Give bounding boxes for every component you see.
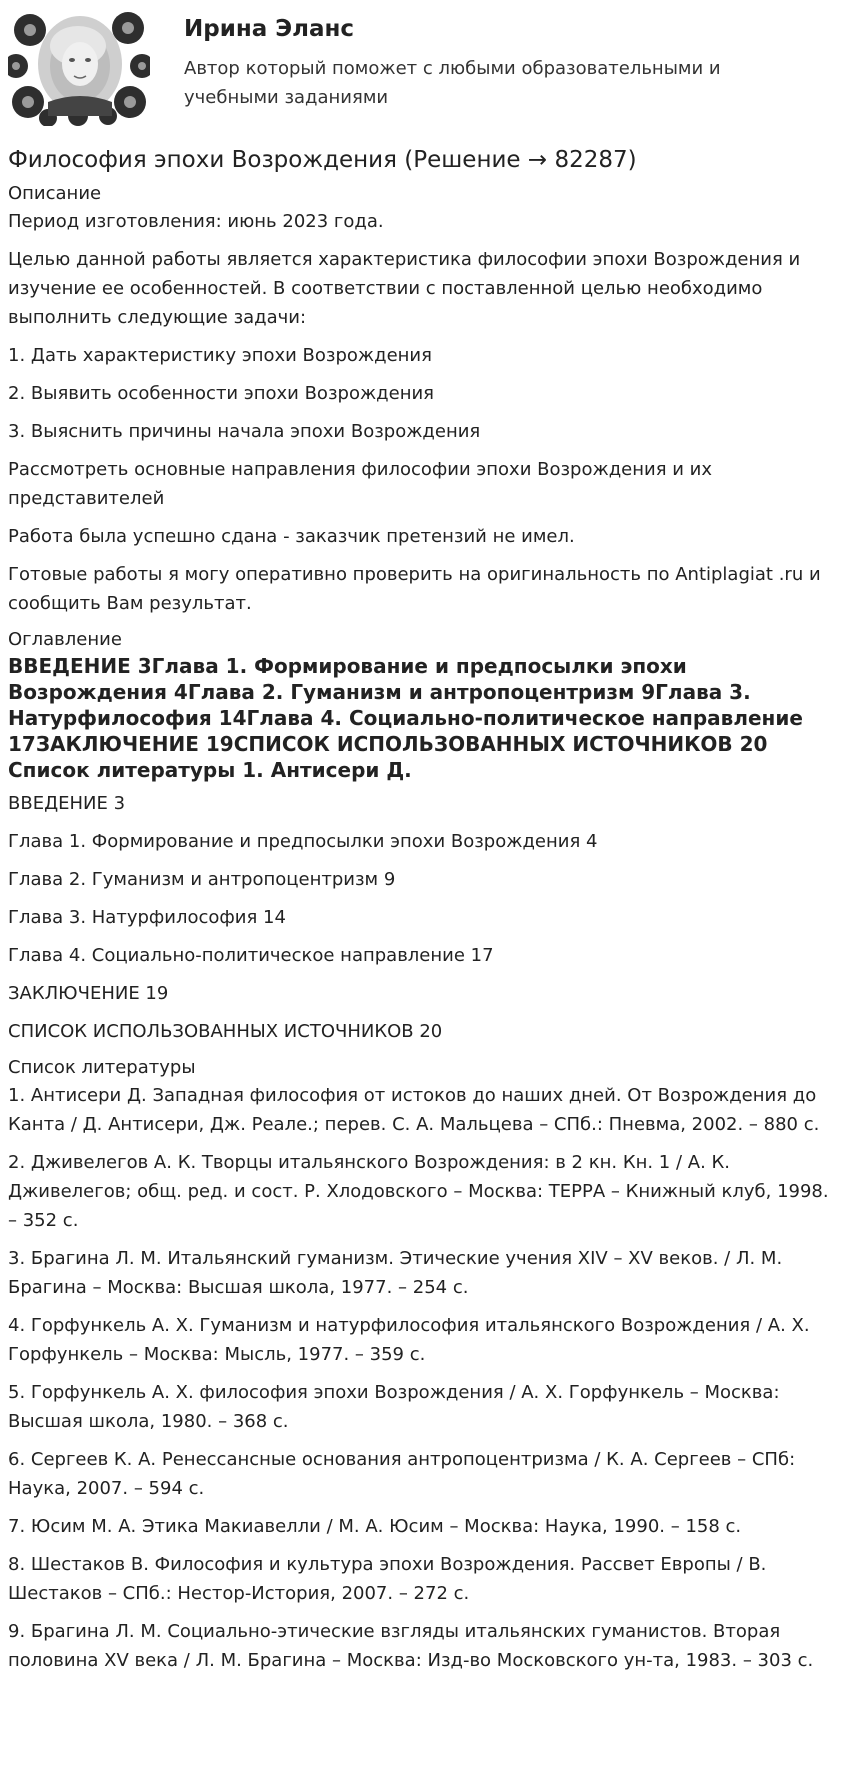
description-paragraph: 1. Дать характеристику эпохи Возрождения (8, 345, 432, 366)
literature-item: 4. Горфункель А. Х. Гуманизм и натурфилософия итальянского Возрождения / А. Х. Горфункель – Москва: Мысль, 1977. – 359 с. (8, 1315, 810, 1365)
toc-item: Глава 2. Гуманизм и антропоцентризм 9 (8, 869, 396, 890)
description-paragraph: 3. Выяснить причины начала эпохи Возрождения (8, 421, 481, 442)
literature-item: 2. Дживелегов А. К. Творцы итальянского Возрождения: в 2 кн. Кн. 1 / А. К. Дживелегов; общ. ред. и сост. Р. Хлодовского – Москва: ТЕРРА – Книжный клуб, 1998. – 352 с. (8, 1152, 829, 1231)
description-paragraph: 2. Выявить особенности эпохи Возрождения (8, 383, 434, 404)
author-description: Автор который поможет с любыми образовательными и учебными заданиями (184, 58, 721, 108)
literature-item: 3. Брагина Л. М. Итальянский гуманизм. Этические учения XIV – XV веков. / Л. М. Брагина – Москва: Высшая школа, 1977. – 254 с. (8, 1248, 783, 1298)
literature-item: 8. Шестаков В. Философия и культура эпохи Возрождения. Рассвет Европы / В. Шестаков – СПб.: Нестор-История, 2007. – 272 с. (8, 1554, 767, 1604)
literature-item: 5. Горфункель А. Х. философия эпохи Возрождения / А. Х. Горфункель – Москва: Высшая школа, 1980. – 368 с. (8, 1382, 780, 1432)
description-paragraph: Готовые работы я могу оперативно проверить на оригинальность по Antiplagiat .ru и сообщить Вам результат. (8, 564, 821, 614)
toc-item: ЗАКЛЮЧЕНИЕ 19 (8, 983, 169, 1004)
literature-item: 6. Сергеев К. А. Ренессансные основания антропоцентризма / К. А. Сергеев – СПб: Наука, 2007. – 594 с. (8, 1449, 796, 1499)
toc-item: Глава 3. Натурфилософия 14 (8, 907, 286, 928)
toc-item: Глава 1. Формирование и предпосылки эпохи Возрождения 4 (8, 831, 598, 852)
toc-label: Оглавление (8, 629, 122, 650)
author-avatar (8, 6, 150, 126)
author-name: Ирина Эланс (184, 16, 355, 42)
literature-item: 7. Юсим М. А. Этика Макиавелли / М. А. Юсим – Москва: Наука, 1990. – 158 с. (8, 1516, 742, 1537)
toc-item: СПИСОК ИСПОЛЬЗОВАННЫХ ИСТОЧНИКОВ 20 (8, 1021, 443, 1042)
main-content (8, 145, 838, 1684)
literature-item: 1. Антисери Д. Западная философия от истоков до наших дней. От Возрождения до Канта / Д. Антисери, Дж. Реале.; перев. С. А. Мальцева – СПб.: Пневма, 2002. – 880 с. (8, 1085, 820, 1135)
toc-summary: ВВЕДЕНИЕ 3Глава 1. Формирование и предпосылки эпохи Возрождения 4Глава 2. Гуманизм и антропоцентризм 9Глава 3. Натурфилософия 14Глава 4. Социально-политическое направление 17ЗАКЛЮЧЕНИЕ 19СПИСОК ИСПОЛЬЗОВАННЫХ ИСТОЧНИКОВ 20 Список литературы 1. Антисери Д. (8, 654, 803, 782)
description-paragraph: Целью данной работы является характеристика философии эпохи Возрождения и изучение ее особенностей. В соответствии с поставленной целью необходимо выполнить следующие задачи: (8, 249, 801, 328)
description-paragraph: Период изготовления: июнь 2023 года. (8, 211, 384, 232)
toc-item: ВВЕДЕНИЕ 3 (8, 793, 126, 814)
description-paragraph: Рассмотреть основные направления философии эпохи Возрождения и их представителей (8, 459, 713, 509)
page-title: Философия эпохи Возрождения (Решение → 82287) (8, 147, 637, 173)
description-label: Описание (8, 183, 102, 204)
literature-label: Список литературы (8, 1057, 196, 1078)
author-header (8, 6, 838, 128)
toc-item: Глава 4. Социально-политическое направление 17 (8, 945, 494, 966)
literature-item: 9. Брагина Л. М. Социально-этические взгляды итальянских гуманистов. Вторая половина XV века / Л. М. Брагина – Москва: Изд-во Московского ун-та, 1983. – 303 с. (8, 1621, 814, 1671)
description-paragraph: Работа была успешно сдана - заказчик претензий не имел. (8, 526, 575, 547)
